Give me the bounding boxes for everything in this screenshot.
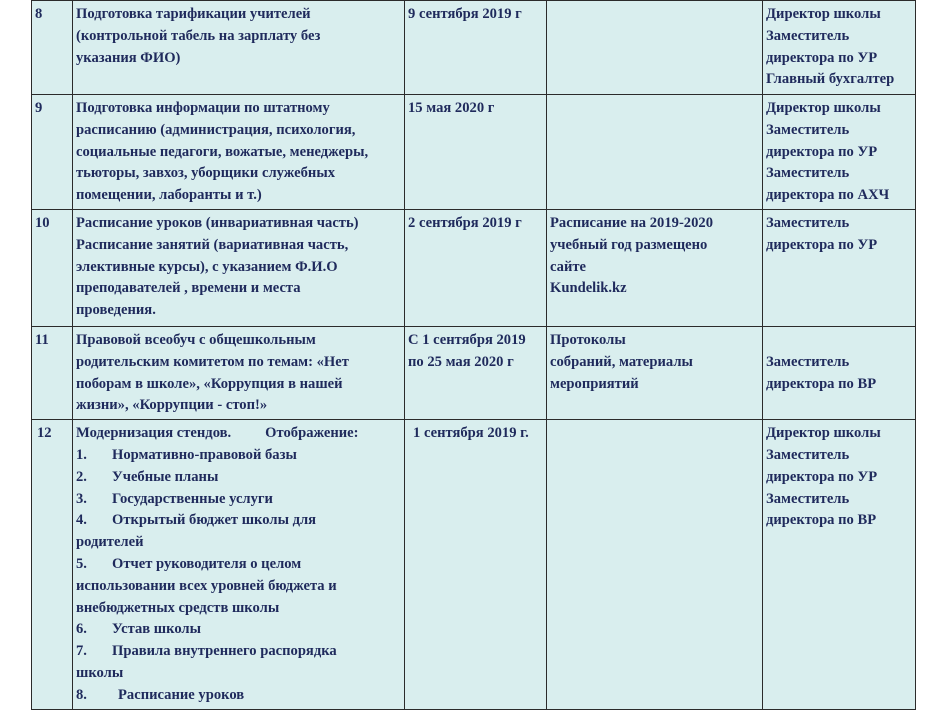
date-cell: С 1 сентября 2019 по 25 мая 2020 г xyxy=(405,326,547,419)
task-cell: Расписание уроков (инвариативная часть) Расписание занятий (вариативная часть, элективные курсы), с указанием Ф.И.О преподавателей , времени и места проведения. xyxy=(73,209,405,326)
task-title: Модернизация стендов. xyxy=(76,425,232,442)
task-cell: Модернизация стендов. Отображение: 1. Нормативно-правовой базы 2. Учебные планы 3. Государственные услуги 4. Открытый бюджет школы для родителей 5. Отчет руководителя о целом использовании всех уровней бюджета и внебюджетных средств школы 6. Устав школы 7. Правила внутреннего распорядка школы 8. Расписание уроков xyxy=(73,420,405,709)
table-row xyxy=(32,209,916,326)
result-cell: Протоколы собраний, материалы мероприятий xyxy=(547,326,763,419)
list-item: 2. Учебные планы xyxy=(76,468,219,485)
list-item: 4. Открытый бюджет школы для xyxy=(76,512,317,529)
table-row xyxy=(32,1,916,95)
responsible-cell: Директор школы Заместитель директора по УР Главный бухгалтер xyxy=(763,1,916,95)
date-cell: 1 сентября 2019 г. xyxy=(405,420,547,709)
list-item: 7. Правила внутреннего распорядка xyxy=(76,643,337,660)
responsible-cell: Директор школы Заместитель директора по УР Заместитель директора по ВР xyxy=(763,420,916,709)
responsible-cell: Директор школы Заместитель директора по УР Заместитель директора по АХЧ xyxy=(763,95,916,210)
task-cell: Подготовка тарификации учителей (контрольной табель на зарплату без указания ФИО) xyxy=(73,1,405,95)
row-number: 9 xyxy=(32,95,73,210)
list-item: 8. Расписание уроков xyxy=(76,686,245,703)
list-item: 6. Устав школы xyxy=(76,621,202,638)
list-item: 3. Государственные услуги xyxy=(76,490,273,507)
list-item: 5. Отчет руководителя о целом xyxy=(76,555,302,572)
table-row xyxy=(32,420,916,709)
result-cell xyxy=(547,420,763,709)
result-cell xyxy=(547,95,763,210)
row-number: 8 xyxy=(32,1,73,95)
table-row xyxy=(32,326,916,419)
row-number: 12 xyxy=(32,420,73,709)
row-number: 11 xyxy=(32,326,73,419)
responsible-cell: Заместитель директора по ВР xyxy=(763,326,916,419)
date-cell: 9 сентября 2019 г xyxy=(405,1,547,95)
result-cell xyxy=(547,1,763,95)
task-title-display: Отображение: xyxy=(265,425,359,442)
list-item: 1. Нормативно-правовой базы xyxy=(76,446,297,463)
task-cell: Правовой всеобуч с общешкольным родительским комитетом по темам: «Нет поборам в школе», «Коррупция в нашей жизни», «Коррупции - стоп!» xyxy=(73,326,405,419)
table-row xyxy=(32,95,916,210)
date-cell: 15 мая 2020 г xyxy=(405,95,547,210)
date-cell: 2 сентября 2019 г xyxy=(405,209,547,326)
row-number: 10 xyxy=(32,209,73,326)
plan-table xyxy=(31,0,916,710)
task-cell: Подготовка информации по штатному расписанию (администрация, психология, социальные педагоги, вожатые, менеджеры, тьюторы, завхоз, уборщики служебных помещении, лаборанты и т.) xyxy=(73,95,405,210)
result-cell: Расписание на 2019-2020 учебный год размещено сайте Kundelik.kz xyxy=(547,209,763,326)
responsible-cell: Заместитель директора по УР xyxy=(763,209,916,326)
